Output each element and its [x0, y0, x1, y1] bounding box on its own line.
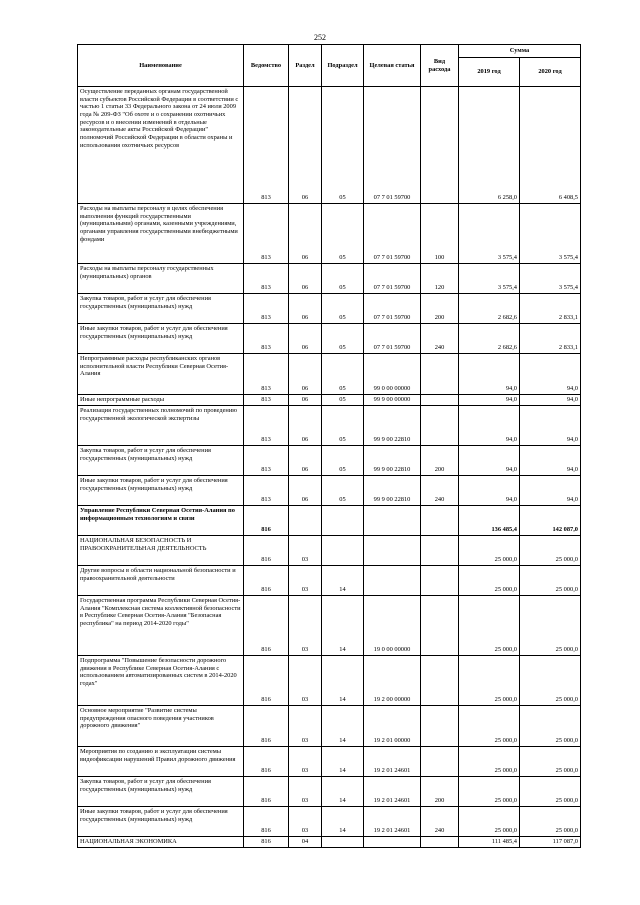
budget-table — [77, 44, 581, 848]
row-subsection: 14 — [322, 656, 364, 706]
row-sum-2019: 2 682,6 — [459, 324, 520, 354]
row-expense-type — [421, 747, 459, 777]
row-sum-2020: 94,0 — [520, 354, 581, 395]
row-name: Непрограммные расходы республиканских органов исполнительной власти Республики Северная Осетия-Алания — [78, 354, 244, 395]
row-expense-type: 240 — [421, 324, 459, 354]
header-target-article: Целевая статья — [364, 45, 421, 87]
row-subsection: 05 — [322, 324, 364, 354]
row-sum-2020: 94,0 — [520, 476, 581, 506]
row-name: Расходы на выплаты персоналу в целях обеспечения выполнения функций государственными (муниципальными) органами, казенными учреждениями, органами управления государственными внебюджетными фондами — [78, 204, 244, 264]
row-target-article: 07 7 01 59700 — [364, 87, 421, 204]
row-sum-2019: 25 000,0 — [459, 566, 520, 596]
row-section: 06 — [289, 204, 322, 264]
row-expense-type: 200 — [421, 294, 459, 324]
row-name: Осуществление переданных органам государственной власти субъектов Российской Федерации в соответствии с частью 1 статьи 33 Федерального закона от 24 июля 2009 года № 209-ФЗ "Об охоте и о сохранении охотничьих ресурсов и о внесении изменений в отдельные законодательные акты Российской Федерации" полномочий Российской Федерации в области охраны и использования охотничьих ресурсов — [78, 87, 244, 204]
row-section: 06 — [289, 395, 322, 406]
row-target-article: 07 7 01 59700 — [364, 294, 421, 324]
row-expense-type: 240 — [421, 807, 459, 837]
row-expense-type — [421, 656, 459, 706]
row-section: 06 — [289, 354, 322, 395]
row-section: 06 — [289, 324, 322, 354]
row-sum-2020: 2 833,1 — [520, 294, 581, 324]
header-ministry: Ведомство — [244, 45, 289, 87]
row-ministry: 813 — [244, 446, 289, 476]
row-section: 06 — [289, 406, 322, 446]
row-expense-type — [421, 506, 459, 536]
row-sum-2019: 111 485,4 — [459, 837, 520, 848]
row-ministry: 816 — [244, 566, 289, 596]
table-row — [78, 837, 581, 848]
row-subsection: 14 — [322, 807, 364, 837]
row-subsection: 14 — [322, 706, 364, 747]
row-ministry: 816 — [244, 807, 289, 837]
table-body — [78, 87, 581, 848]
header-sum: Сумма — [459, 45, 581, 58]
row-name: Закупка товаров, работ и услуг для обеспечения государственных (муниципальных) нужд — [78, 294, 244, 324]
row-sum-2020: 25 000,0 — [520, 777, 581, 807]
header-year-2020: 2020 год — [520, 58, 581, 87]
row-sum-2020: 3 575,4 — [520, 264, 581, 294]
row-expense-type — [421, 354, 459, 395]
row-name: НАЦИОНАЛЬНАЯ ЭКОНОМИКА — [78, 837, 244, 848]
row-subsection: 05 — [322, 446, 364, 476]
row-ministry: 816 — [244, 506, 289, 536]
row-ministry: 816 — [244, 706, 289, 747]
row-sum-2020: 3 575,4 — [520, 204, 581, 264]
row-target-article: 19 2 00 00000 — [364, 656, 421, 706]
row-subsection: 05 — [322, 354, 364, 395]
table-row — [78, 395, 581, 406]
row-sum-2019: 94,0 — [459, 446, 520, 476]
row-subsection — [322, 506, 364, 536]
row-sum-2020: 25 000,0 — [520, 566, 581, 596]
row-sum-2019: 3 575,4 — [459, 204, 520, 264]
row-subsection: 05 — [322, 406, 364, 446]
row-section: 03 — [289, 807, 322, 837]
row-target-article: 99 9 00 22810 — [364, 446, 421, 476]
row-subsection: 05 — [322, 294, 364, 324]
row-name: Иные закупки товаров, работ и услуг для обеспечения государственных (муниципальных) нужд — [78, 807, 244, 837]
row-ministry: 813 — [244, 294, 289, 324]
row-section: 03 — [289, 536, 322, 566]
row-target-article: 19 2 01 24601 — [364, 777, 421, 807]
header-year-2019: 2019 год — [459, 58, 520, 87]
row-name: Закупка товаров, работ и услуг для обеспечения государственных (муниципальных) нужд — [78, 777, 244, 807]
row-ministry: 816 — [244, 656, 289, 706]
header-name: Наименование — [78, 45, 244, 87]
page-number: 252 — [314, 33, 326, 42]
row-sum-2020: 6 408,5 — [520, 87, 581, 204]
row-name: Реализация государственных полномочий по проведению государственной экологической экспертизы — [78, 406, 244, 446]
row-name: Иные непрограммные расходы — [78, 395, 244, 406]
row-target-article — [364, 536, 421, 566]
table-row — [78, 747, 581, 777]
row-section: 03 — [289, 656, 322, 706]
row-expense-type — [421, 706, 459, 747]
row-ministry: 813 — [244, 395, 289, 406]
header-section: Раздел — [289, 45, 322, 87]
row-expense-type — [421, 395, 459, 406]
table-row — [78, 294, 581, 324]
row-expense-type: 200 — [421, 777, 459, 807]
row-section: 03 — [289, 596, 322, 656]
row-name: Расходы на выплаты персоналу государственных (муниципальных) органов — [78, 264, 244, 294]
row-target-article — [364, 837, 421, 848]
row-subsection: 05 — [322, 264, 364, 294]
row-sum-2019: 2 682,6 — [459, 294, 520, 324]
row-sum-2020: 25 000,0 — [520, 747, 581, 777]
row-section: 06 — [289, 446, 322, 476]
row-target-article: 99 0 00 00000 — [364, 354, 421, 395]
row-ministry: 813 — [244, 204, 289, 264]
row-sum-2020: 117 087,0 — [520, 837, 581, 848]
row-target-article: 99 9 00 22810 — [364, 476, 421, 506]
row-expense-type: 200 — [421, 446, 459, 476]
row-ministry: 816 — [244, 837, 289, 848]
row-expense-type — [421, 837, 459, 848]
row-sum-2019: 25 000,0 — [459, 777, 520, 807]
row-target-article — [364, 506, 421, 536]
row-sum-2020: 25 000,0 — [520, 536, 581, 566]
row-subsection: 05 — [322, 87, 364, 204]
row-sum-2019: 25 000,0 — [459, 656, 520, 706]
row-sum-2019: 94,0 — [459, 395, 520, 406]
row-ministry: 813 — [244, 476, 289, 506]
table-row — [78, 446, 581, 476]
row-ministry: 813 — [244, 354, 289, 395]
row-target-article: 99 9 00 22810 — [364, 406, 421, 446]
row-section: 06 — [289, 476, 322, 506]
row-ministry: 813 — [244, 87, 289, 204]
row-target-article: 07 7 01 59700 — [364, 324, 421, 354]
row-sum-2019: 25 000,0 — [459, 706, 520, 747]
row-ministry: 816 — [244, 747, 289, 777]
row-sum-2019: 94,0 — [459, 406, 520, 446]
row-sum-2019: 6 258,0 — [459, 87, 520, 204]
row-name: Мероприятия по созданию и эксплуатации системы видеофиксации нарушений Правил дорожного движения — [78, 747, 244, 777]
row-target-article: 07 7 01 59700 — [364, 204, 421, 264]
table-row — [78, 807, 581, 837]
row-name: Иные закупки товаров, работ и услуг для обеспечения государственных (муниципальных) нужд — [78, 324, 244, 354]
table-row — [78, 596, 581, 656]
row-subsection: 14 — [322, 596, 364, 656]
row-subsection: 05 — [322, 395, 364, 406]
row-target-article: 07 7 01 59700 — [364, 264, 421, 294]
row-sum-2020: 25 000,0 — [520, 807, 581, 837]
row-section — [289, 506, 322, 536]
row-sum-2020: 94,0 — [520, 406, 581, 446]
row-subsection: 14 — [322, 777, 364, 807]
row-ministry: 816 — [244, 596, 289, 656]
row-sum-2019: 25 000,0 — [459, 596, 520, 656]
row-name: Другие вопросы в области национальной безопасности и правоохранительной деятельности — [78, 566, 244, 596]
row-section: 06 — [289, 294, 322, 324]
row-sum-2019: 94,0 — [459, 354, 520, 395]
row-expense-type — [421, 566, 459, 596]
table-row — [78, 777, 581, 807]
row-section: 03 — [289, 566, 322, 596]
row-target-article: 19 0 00 00000 — [364, 596, 421, 656]
table-row — [78, 87, 581, 204]
header-expense-type: Вид расхода — [421, 45, 459, 87]
row-subsection: 14 — [322, 566, 364, 596]
row-section: 06 — [289, 87, 322, 204]
row-subsection — [322, 536, 364, 566]
row-section: 03 — [289, 747, 322, 777]
row-name: Основное мероприятие "Развитие системы предупреждения опасного поведения участников дорожного движения" — [78, 706, 244, 747]
row-sum-2019: 3 575,4 — [459, 264, 520, 294]
row-name: НАЦИОНАЛЬНАЯ БЕЗОПАСНОСТЬ И ПРАВООХРАНИТЕЛЬНАЯ ДЕЯТЕЛЬНОСТЬ — [78, 536, 244, 566]
row-subsection — [322, 837, 364, 848]
table-row — [78, 536, 581, 566]
row-ministry: 813 — [244, 406, 289, 446]
table-row — [78, 476, 581, 506]
table-row — [78, 566, 581, 596]
row-sum-2019: 25 000,0 — [459, 747, 520, 777]
row-sum-2019: 25 000,0 — [459, 536, 520, 566]
row-name: Закупка товаров, работ и услуг для обеспечения государственных (муниципальных) нужд — [78, 446, 244, 476]
row-sum-2020: 2 833,1 — [520, 324, 581, 354]
table-row — [78, 656, 581, 706]
table-row — [78, 264, 581, 294]
table-row — [78, 506, 581, 536]
row-target-article: 99 9 00 00000 — [364, 395, 421, 406]
table-row — [78, 204, 581, 264]
row-section: 03 — [289, 777, 322, 807]
row-expense-type: 120 — [421, 264, 459, 294]
row-target-article: 19 2 01 24601 — [364, 747, 421, 777]
row-sum-2019: 25 000,0 — [459, 807, 520, 837]
row-name: Государственная программа Республики Северная Осетия-Алания "Комплексная система коллективной безопасности в Республике Северная Осетия-Алания "Безопасная республика" на период 2014-2020 годы" — [78, 596, 244, 656]
row-expense-type: 240 — [421, 476, 459, 506]
row-target-article: 19 2 01 00000 — [364, 706, 421, 747]
table-row — [78, 324, 581, 354]
table-row — [78, 406, 581, 446]
row-target-article — [364, 566, 421, 596]
row-expense-type: 100 — [421, 204, 459, 264]
table-row — [78, 706, 581, 747]
row-name: Иные закупки товаров, работ и услуг для обеспечения государственных (муниципальных) нужд — [78, 476, 244, 506]
row-subsection: 05 — [322, 476, 364, 506]
row-sum-2020: 25 000,0 — [520, 706, 581, 747]
row-sum-2020: 142 087,0 — [520, 506, 581, 536]
row-expense-type — [421, 406, 459, 446]
row-ministry: 813 — [244, 264, 289, 294]
header-subsection: Подраздел — [322, 45, 364, 87]
row-name: Управление Республики Северная Осетия-Алания по информационным технологиям и связи — [78, 506, 244, 536]
row-sum-2020: 94,0 — [520, 395, 581, 406]
row-section: 04 — [289, 837, 322, 848]
row-sum-2020: 25 000,0 — [520, 656, 581, 706]
row-subsection: 05 — [322, 204, 364, 264]
row-sum-2019: 136 485,4 — [459, 506, 520, 536]
row-section: 06 — [289, 264, 322, 294]
table-row — [78, 354, 581, 395]
row-expense-type — [421, 536, 459, 566]
row-ministry: 816 — [244, 777, 289, 807]
row-section: 03 — [289, 706, 322, 747]
row-subsection: 14 — [322, 747, 364, 777]
row-sum-2020: 94,0 — [520, 446, 581, 476]
row-name: Подпрограмма "Повышение безопасности дорожного движения в Республике Северная Осетия-Алания с использованием автоматизированных систем в 2014-2020 годах" — [78, 656, 244, 706]
row-ministry: 813 — [244, 324, 289, 354]
row-sum-2019: 94,0 — [459, 476, 520, 506]
row-expense-type — [421, 596, 459, 656]
row-sum-2020: 25 000,0 — [520, 596, 581, 656]
row-ministry: 816 — [244, 536, 289, 566]
row-expense-type — [421, 87, 459, 204]
row-target-article: 19 2 01 24601 — [364, 807, 421, 837]
